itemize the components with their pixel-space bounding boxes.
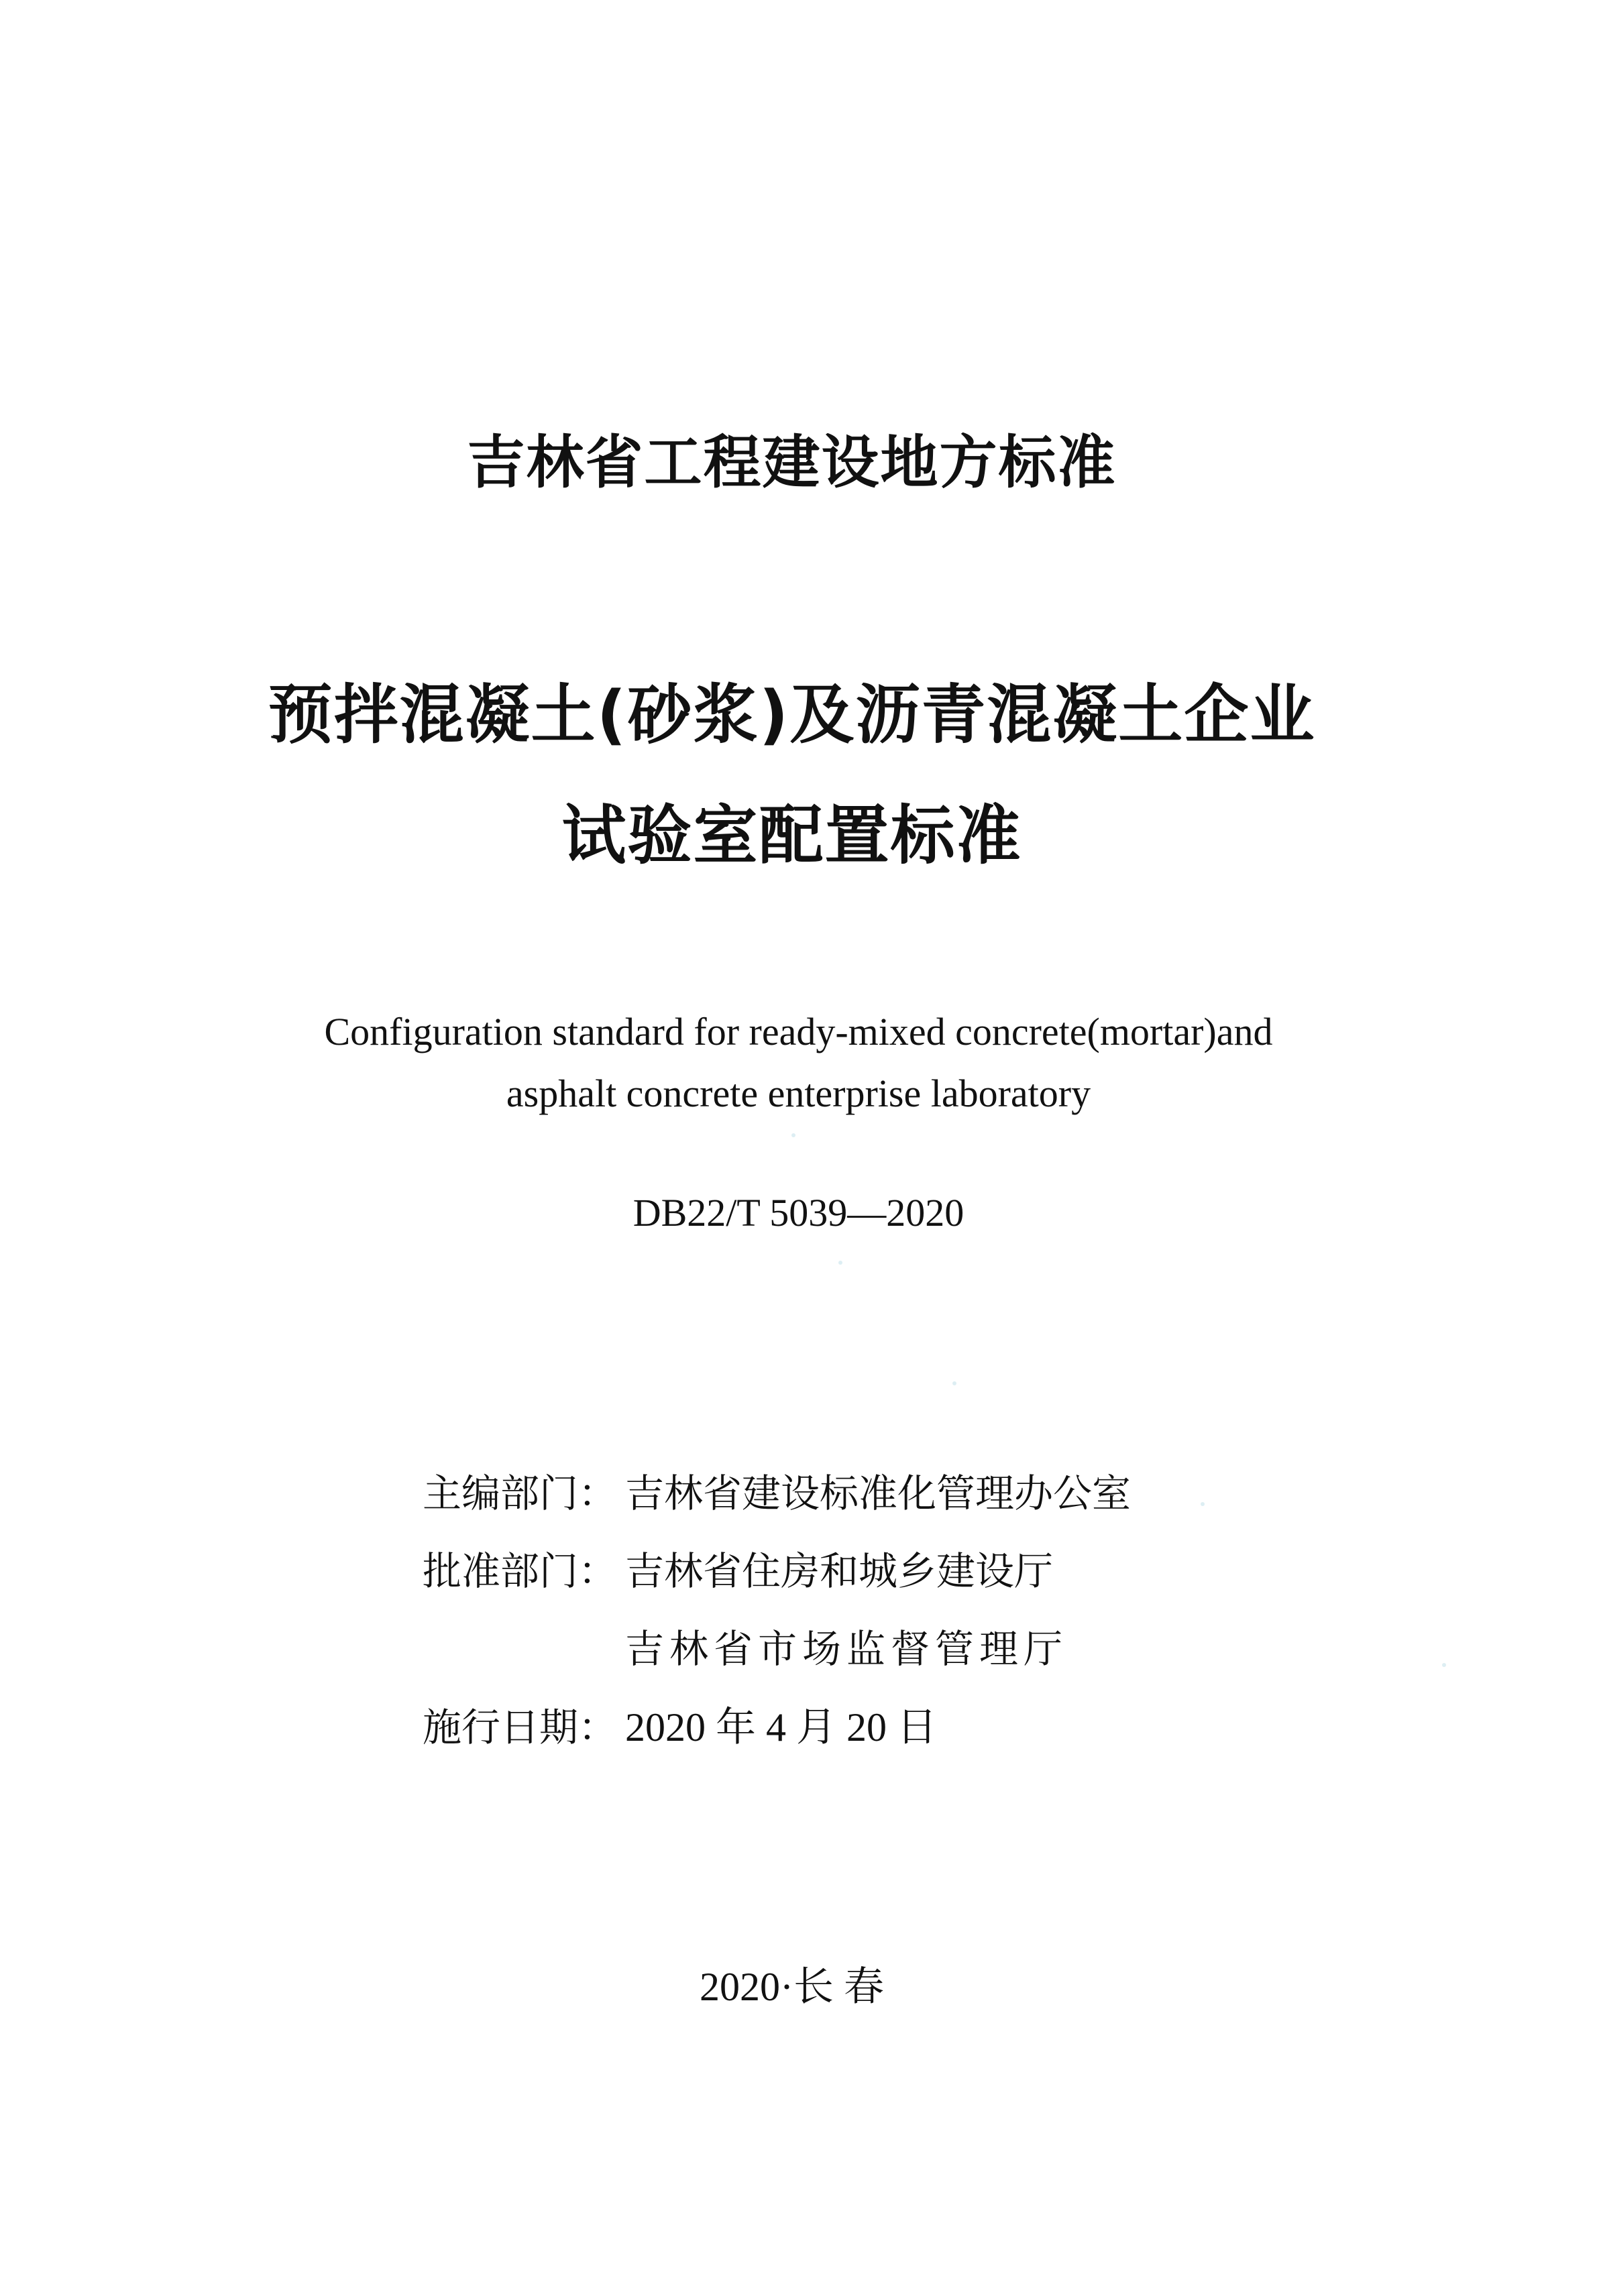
main-title-line-1: 预拌混凝土(砂浆)及沥青混凝土企业 [268, 677, 1316, 752]
scan-speck [838, 1261, 842, 1265]
date-row [423, 1695, 937, 1753]
standard-number: DB22/T 5039—2020 [632, 1191, 965, 1235]
editor-row [423, 1462, 1131, 1518]
english-title-line-1: Configuration standard for ready-mixed concrete(mortar)and [324, 1010, 1273, 1053]
english-title-line-2: asphalt concrete enterprise laboratory [506, 1072, 1091, 1115]
scan-speck [791, 1133, 795, 1137]
footer-place-year: 2020·长 春 [700, 1965, 884, 2009]
approver-row-2 [423, 1617, 1068, 1674]
scan-speck [952, 1381, 956, 1385]
date-label: 施行日期： [423, 1705, 618, 1750]
scan-speck [1201, 1502, 1205, 1506]
scan-speck [1442, 1663, 1446, 1667]
approver-label: 批准部门： [423, 1548, 618, 1594]
editor-value: 吉林省建设标准化管理办公室 [625, 1471, 1132, 1516]
approver-value-2: 吉林省市场监督管理厅 [625, 1626, 1068, 1672]
editor-label: 主编部门： [423, 1471, 618, 1516]
date-value: 2020 年 4 月 20 日 [625, 1705, 937, 1749]
series-title: 吉林省工程建设地方标准 [467, 429, 1117, 496]
approver-row [423, 1540, 1053, 1596]
main-title-line-2: 试验室配置标准 [561, 798, 1022, 873]
approver-value-1: 吉林省住房和城乡建设厅 [625, 1548, 1054, 1594]
